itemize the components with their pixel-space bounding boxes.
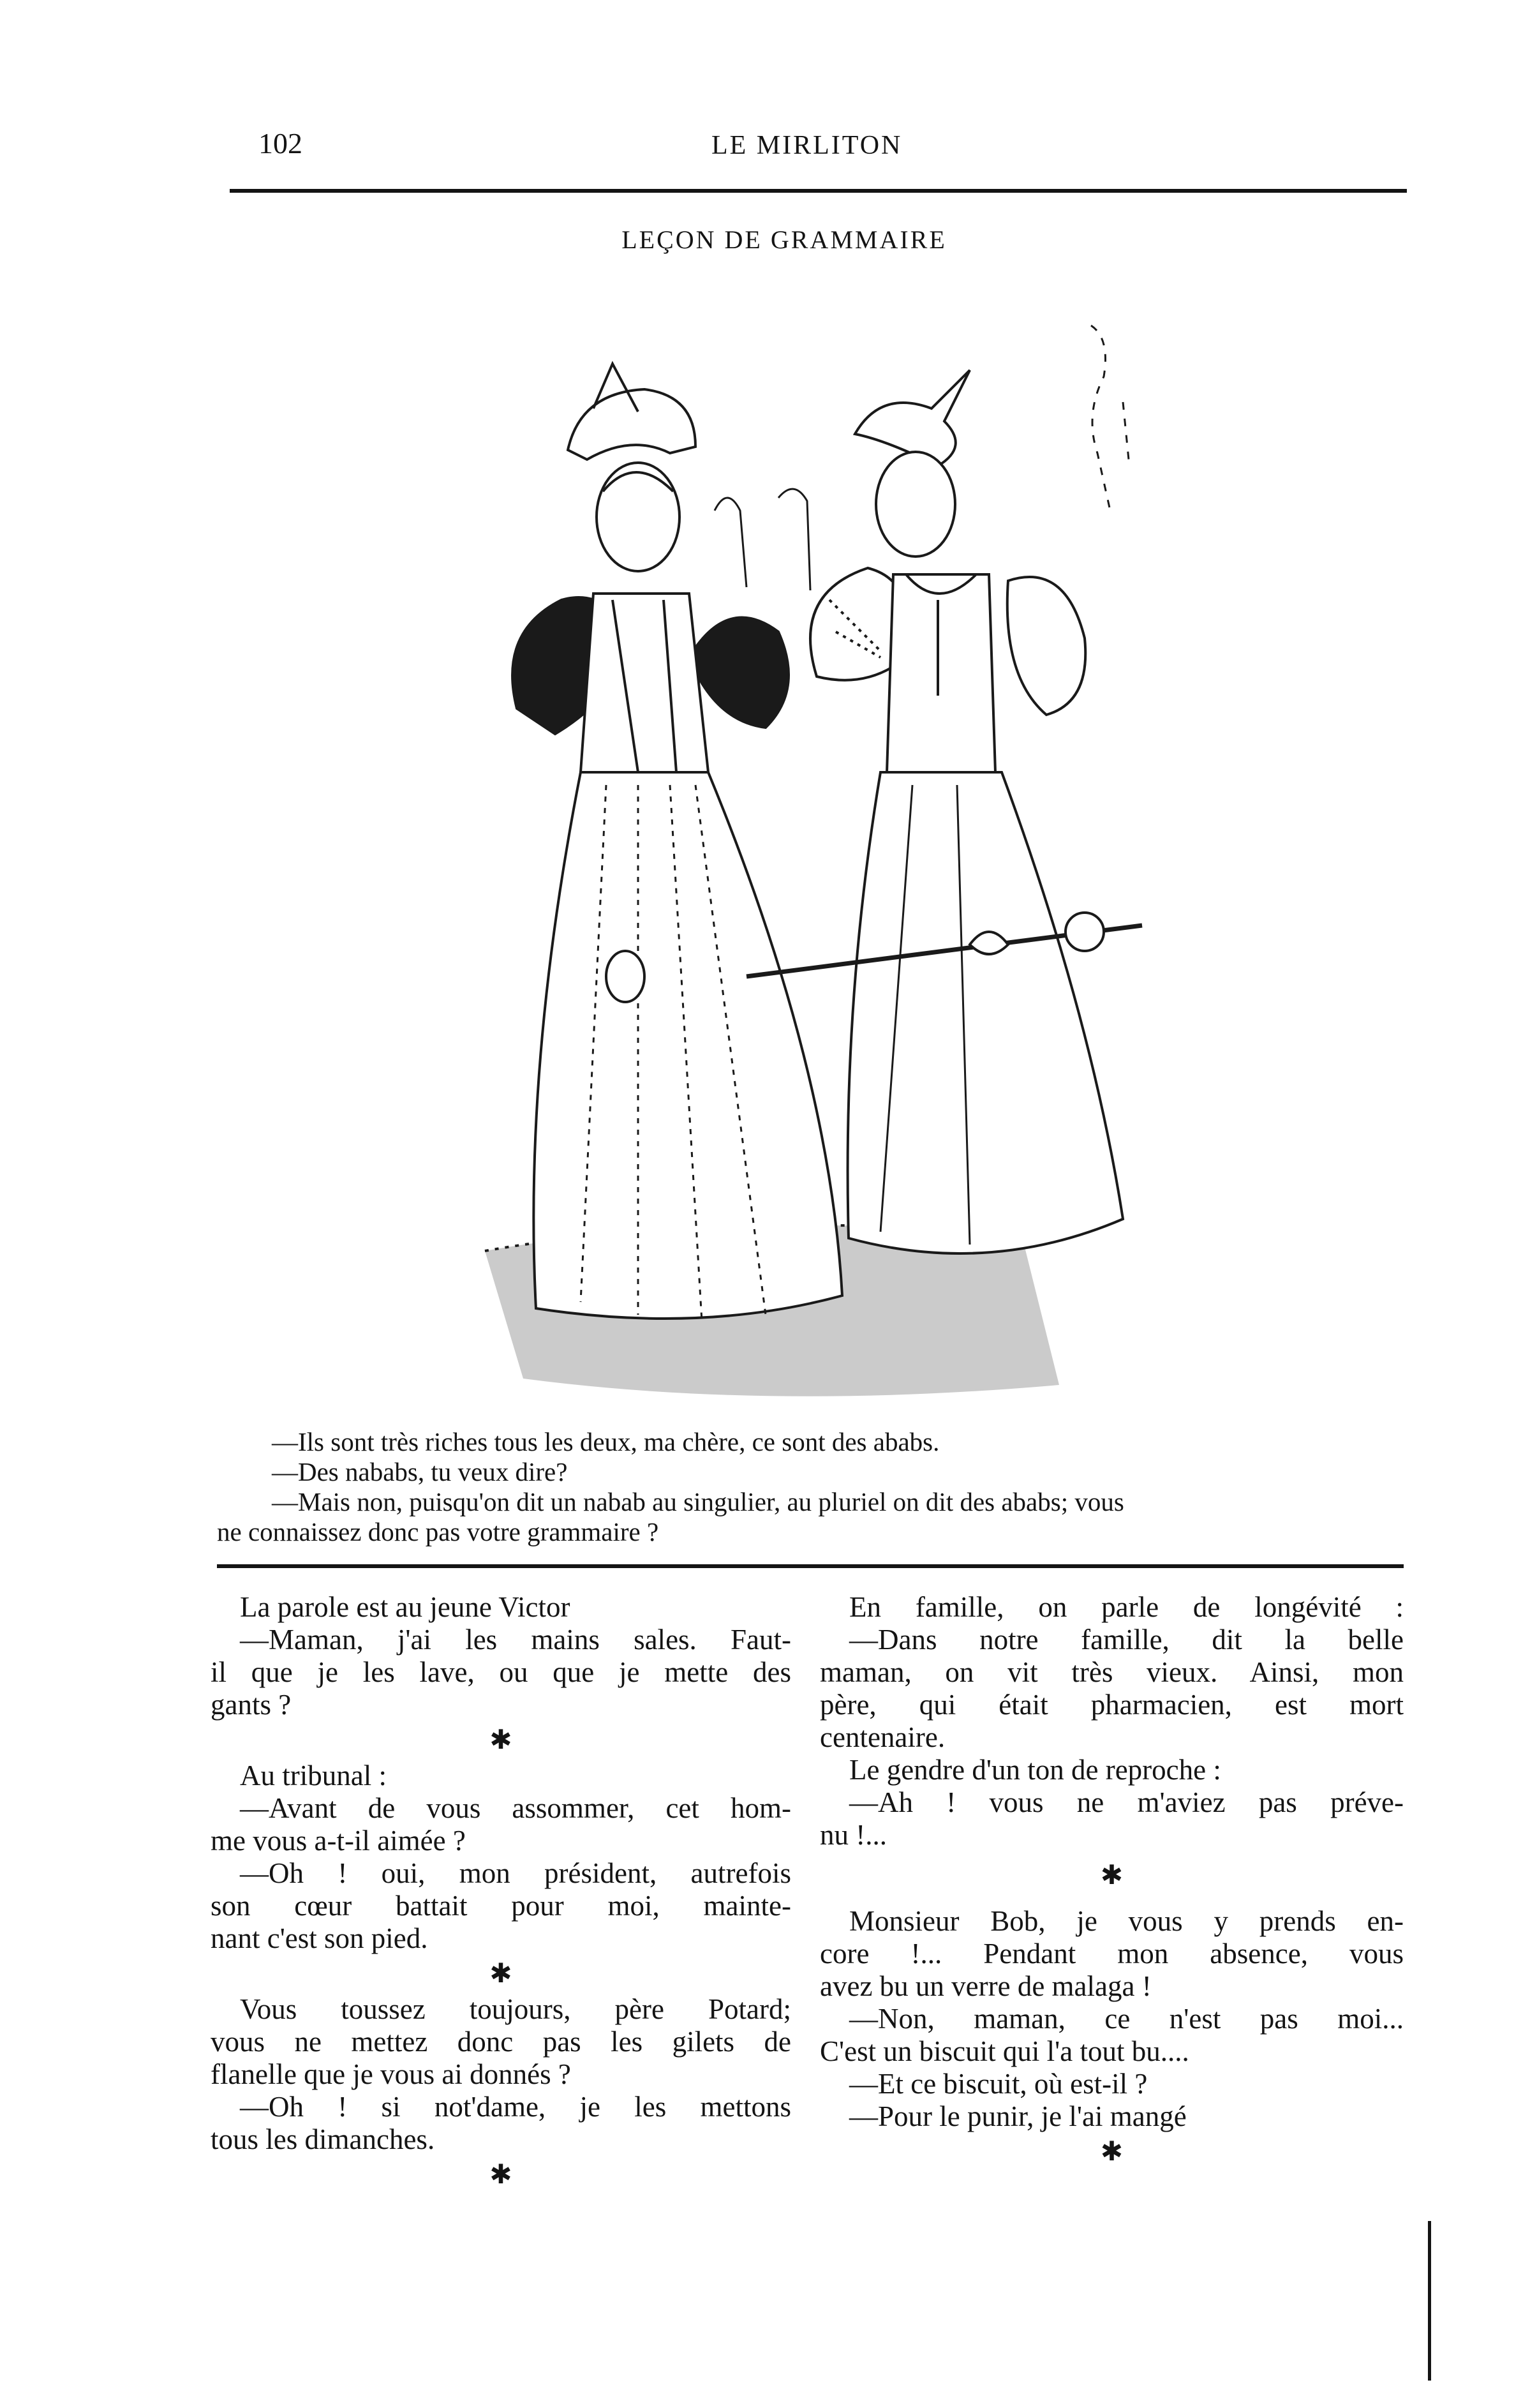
text-line: —Oh ! si not'dame, je les mettons: [240, 2091, 791, 2123]
text-line: me vous a-t-il aimée ?: [211, 1825, 466, 1857]
caption-line: —Des nababs, tu veux dire?: [272, 1457, 568, 1486]
text-line: maman, on vit très vieux. Ainsi, mon: [820, 1656, 1404, 1688]
text-line: —Ah ! vous ne m'aviez pas préve-: [849, 1786, 1404, 1818]
right-column: [820, 1591, 1404, 2171]
text-line: avez bu un verre de malaga !: [820, 1970, 1152, 2002]
asterisk-separator: ✱: [489, 2160, 512, 2190]
text-line: C'est un biscuit qui l'a tout bu....: [820, 2035, 1189, 2067]
text-line: —Et ce biscuit, où est-il ?: [849, 2068, 1148, 2100]
caption-line: —Mais non, puisqu'on dit un nabab au singulier, au pluriel on dit des ababs; vous: [272, 1487, 1124, 1516]
asterisk-separator: ✱: [489, 1959, 512, 1989]
text-line: —Maman, j'ai les mains sales. Faut-: [240, 1624, 791, 1656]
margin-mark: [1428, 2221, 1431, 2381]
text-line: —Non, maman, ce n'est pas moi...: [849, 2003, 1404, 2035]
text-line: son cœur battait pour moi, mainte-: [211, 1890, 791, 1922]
text-line: Vous toussez toujours, père Potard;: [240, 1993, 791, 2025]
text-line: nu !...: [820, 1819, 887, 1851]
running-title: LE MIRLITON: [711, 131, 903, 160]
text-line: core !... Pendant mon absence, vous: [820, 1938, 1404, 1970]
text-line: —Dans notre famille, dit la belle: [849, 1624, 1404, 1656]
text-line: gants ?: [211, 1689, 292, 1721]
text-line: père, qui était pharmacien, est mort: [820, 1689, 1404, 1721]
text-line: flanelle que je vous ai donnés ?: [211, 2058, 571, 2090]
text-line: tous les dimanches.: [211, 2123, 435, 2155]
text-line: Au tribunal :: [240, 1760, 387, 1791]
text-line: centenaire.: [820, 1721, 946, 1753]
text-line: Le gendre d'un ton de reproche :: [849, 1754, 1221, 1786]
left-column: [211, 1591, 791, 2194]
text-line: —Pour le punir, je l'ai mangé: [849, 2100, 1187, 2132]
asterisk-separator: ✱: [1100, 2137, 1124, 2167]
text-line: Monsieur Bob, je vous y prends en-: [849, 1905, 1404, 1937]
text-line: La parole est au jeune Victor: [240, 1591, 570, 1623]
text-line: vous ne mettez donc pas les gilets de: [211, 2026, 791, 2058]
text-line: nant c'est son pied.: [211, 1922, 428, 1954]
header-rule: [230, 189, 1407, 193]
asterisk-separator: ✱: [1100, 1861, 1124, 1890]
text-line: —Oh ! oui, mon président, autrefois: [240, 1857, 791, 1889]
caption-line: —Ils sont très riches tous les deux, ma chère, ce sont des ababs.: [272, 1427, 940, 1456]
page-number: 102: [258, 127, 302, 160]
text-line: —Avant de vous assommer, cet hom-: [240, 1792, 791, 1824]
illustration-two-women: [447, 300, 1212, 1398]
asterisk-separator: ✱: [489, 1726, 512, 1755]
caption-rule: [217, 1564, 1404, 1568]
text-line: il que je les lave, ou que je mette des: [211, 1656, 791, 1688]
text-line: En famille, on parle de longévité :: [849, 1591, 1404, 1623]
cartoon-title: LEÇON DE GRAMMAIRE: [621, 225, 947, 254]
caption-line: ne connaissez donc pas votre grammaire ?: [217, 1517, 659, 1546]
